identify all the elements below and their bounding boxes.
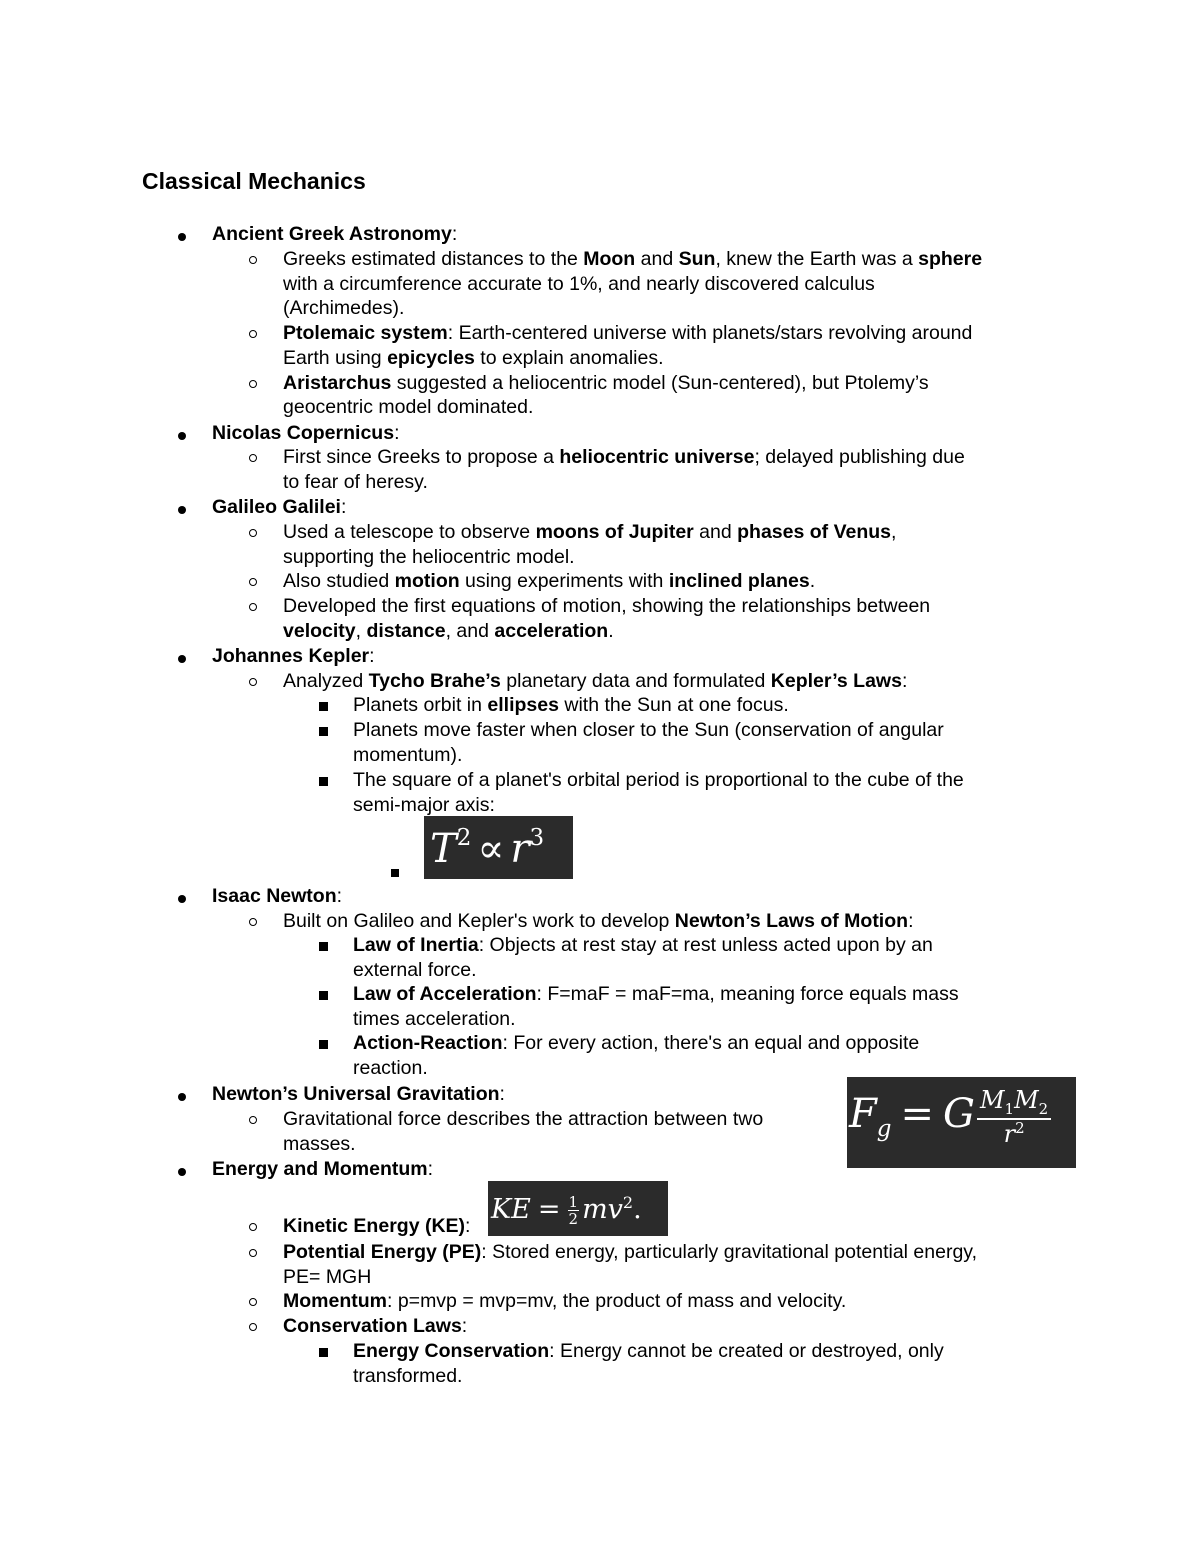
list-item: Developed the first equations of motion, showing the relationships between [283,595,931,617]
square-bullet-icon [319,1348,328,1357]
list-item: Energy Conservation: Energy cannot be created or destroyed, only [353,1340,944,1362]
bullet-icon [178,1168,186,1176]
list-item-continuation: external force. [353,959,477,981]
list-item-continuation: momentum). [353,744,463,766]
section-heading-greek: Ancient Greek Astronomy: [212,223,458,245]
list-item: Analyzed Tycho Brahe’s planetary data and formulated Kepler’s Laws: [283,670,908,692]
kinetic-energy-equation-image: KE = $\frac{1}{2}$ $mv^2$. [488,1181,668,1236]
list-item: Planets move faster when closer to the Sun (conservation of angular [353,719,944,741]
list-item-continuation: geocentric model dominated. [283,396,534,418]
list-item: Potential Energy (PE): Stored energy, particularly gravitational potential energy, [283,1241,978,1263]
list-item-continuation: times acceleration. [353,1008,516,1030]
circle-bullet-icon [249,1116,257,1124]
circle-bullet-icon [249,256,257,264]
section-heading-newton: Isaac Newton: [212,885,343,907]
page-title: Classical Mechanics [142,168,366,194]
list-item: Conservation Laws: [283,1315,468,1337]
list-item: The square of a planet's orbital period is proportional to the cube of the [353,769,964,791]
list-item: Built on Galileo and Kepler's work to develop Newton’s Laws of Motion: [283,910,914,932]
list-item: Used a telescope to observe moons of Jupiter and phases of Venus, [283,521,897,543]
bullet-icon [178,233,186,241]
list-item: Momentum: p=mvp = mvp=mv, the product of mass and velocity. [283,1290,847,1312]
list-item-continuation: supporting the heliocentric model. [283,546,575,568]
kepler-equation-image: $T^2 \propto r^3$ [424,816,573,879]
bullet-icon [178,895,186,903]
circle-bullet-icon [249,678,257,686]
list-item-continuation: PE= MGH [283,1266,372,1288]
circle-bullet-icon [249,1298,257,1306]
section-heading-galileo: Galileo Galilei: [212,496,347,518]
section-heading-energy: Energy and Momentum: [212,1158,434,1180]
list-item-continuation: to fear of heresy. [283,471,428,493]
bullet-icon [178,506,186,514]
bullet-icon [178,1093,186,1101]
square-bullet-icon [319,1040,328,1049]
list-item: Law of Acceleration: F=maF = maF=ma, meaning force equals mass [353,983,959,1005]
section-heading-kepler: Johannes Kepler: [212,645,375,667]
square-bullet-icon [319,702,328,711]
list-item: Kinetic Energy (KE): [283,1215,471,1237]
section-heading-gravitation: Newton’s Universal Gravitation: [212,1083,505,1105]
circle-bullet-icon [249,578,257,586]
list-item: Planets orbit in ellipses with the Sun at one focus. [353,694,789,716]
square-bullet-icon [319,777,328,786]
circle-bullet-icon [249,380,257,388]
circle-bullet-icon [249,1323,257,1331]
circle-bullet-icon [249,454,257,462]
bullet-icon [178,432,186,440]
square-bullet-icon [319,727,328,736]
bullet-icon [178,655,186,663]
section-heading-copernicus: Nicolas Copernicus: [212,422,400,444]
square-bullet-icon [319,942,328,951]
list-item-continuation: transformed. [353,1365,463,1387]
list-item-continuation: (Archimedes). [283,297,405,319]
list-item-continuation: Earth using epicycles to explain anomalies. [283,347,664,369]
circle-bullet-icon [249,918,257,926]
circle-bullet-icon [249,1223,257,1231]
list-item-continuation: velocity, distance, and acceleration. [283,620,614,642]
list-item: Action-Reaction: For every action, there's an equal and opposite [353,1032,920,1054]
circle-bullet-icon [249,330,257,338]
list-item: Gravitational force describes the attraction between two [283,1108,764,1130]
list-item: Law of Inertia: Objects at rest stay at rest unless acted upon by an [353,934,933,956]
list-item-continuation: with a circumference accurate to 1%, and nearly discovered calculus [283,273,875,295]
circle-bullet-icon [249,529,257,537]
list-item: Aristarchus suggested a heliocentric model (Sun-centered), but Ptolemy’s [283,372,929,394]
square-bullet-icon [319,991,328,1000]
gravitation-equation-image: $F_g = G$ $\frac{M_1M_2}{r^2}$ [847,1077,1076,1168]
list-item-continuation: semi-major axis: [353,794,495,816]
list-item: Greeks estimated distances to the Moon and Sun, knew the Earth was a sphere [283,248,983,270]
circle-bullet-icon [249,603,257,611]
list-item: First since Greeks to propose a heliocentric universe; delayed publishing due [283,446,965,468]
list-item-continuation: masses. [283,1133,356,1155]
list-item-continuation: reaction. [353,1057,428,1079]
circle-bullet-icon [249,1249,257,1257]
list-item: Also studied motion using experiments with inclined planes. [283,570,816,592]
list-item: Ptolemaic system: Earth-centered universe with planets/stars revolving around [283,322,973,344]
square-bullet-icon [391,869,399,877]
